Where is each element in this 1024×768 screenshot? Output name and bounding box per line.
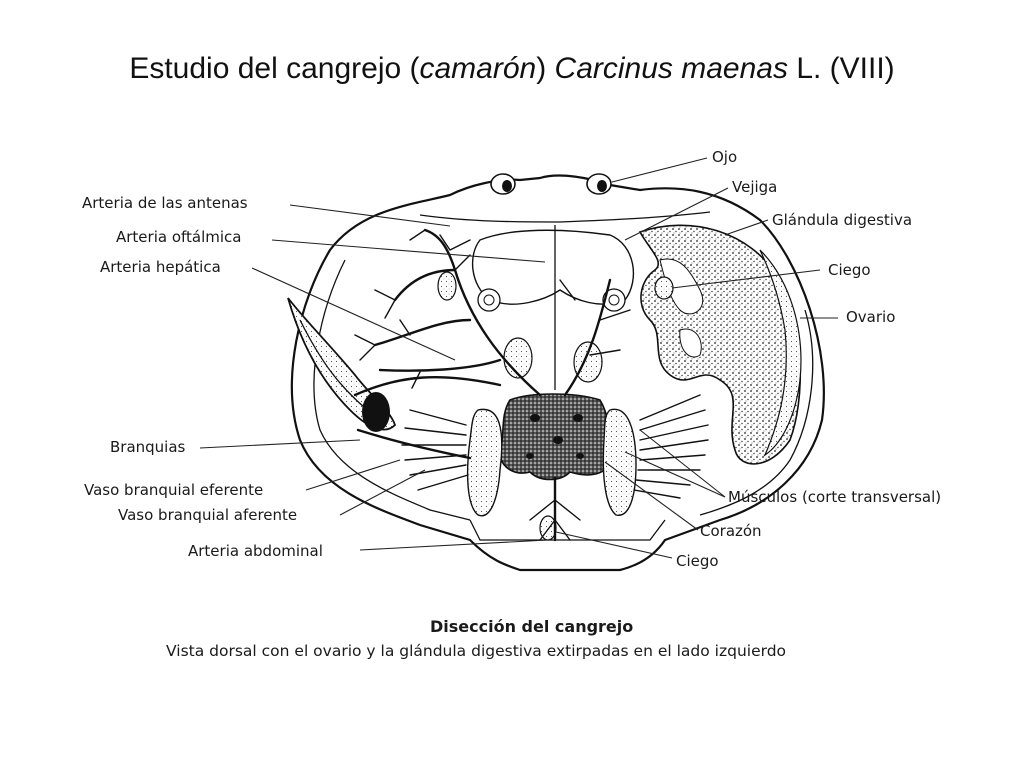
caption-heading: Disección del cangrejo (430, 617, 634, 636)
label-vejiga: Vejiga (732, 178, 778, 196)
label-arteria-abdominal: Arteria abdominal (188, 542, 323, 560)
label-arteria-oftalmica: Arteria oftálmica (116, 228, 242, 246)
common-name: camarón (419, 52, 537, 85)
slide-title: Estudio del cangrejo (camarón) Carcinus maenas L. (VIII) (129, 52, 895, 85)
gills (288, 298, 500, 458)
caption-subtitle: Vista dorsal con el ovario y la glándula digestiva extirpadas en el lado izquierdo (166, 642, 787, 660)
label-corazon: Corazón (700, 522, 762, 540)
label-ciego-bottom: Ciego (676, 552, 719, 570)
label-ojo: Ojo (712, 148, 738, 166)
label-ovario: Ovario (846, 308, 896, 326)
label-vaso-eferente: Vaso branquial eferente (84, 481, 264, 499)
label-ciego-top: Ciego (828, 261, 871, 279)
species-name: Carcinus maenas (554, 52, 788, 85)
caecum-upper-right (655, 277, 673, 299)
label-arteria-hepatica: Arteria hepática (100, 258, 221, 276)
label-musculos: Músculos (corte transversal) (728, 488, 942, 506)
label-glandula-digestiva: Glándula digestiva (772, 211, 913, 229)
label-branquias: Branquias (110, 438, 186, 456)
caecum-upper-left (438, 272, 456, 300)
label-arteria-antenas: Arteria de las antenas (82, 194, 248, 212)
label-vaso-aferente: Vaso branquial aferente (118, 506, 298, 524)
